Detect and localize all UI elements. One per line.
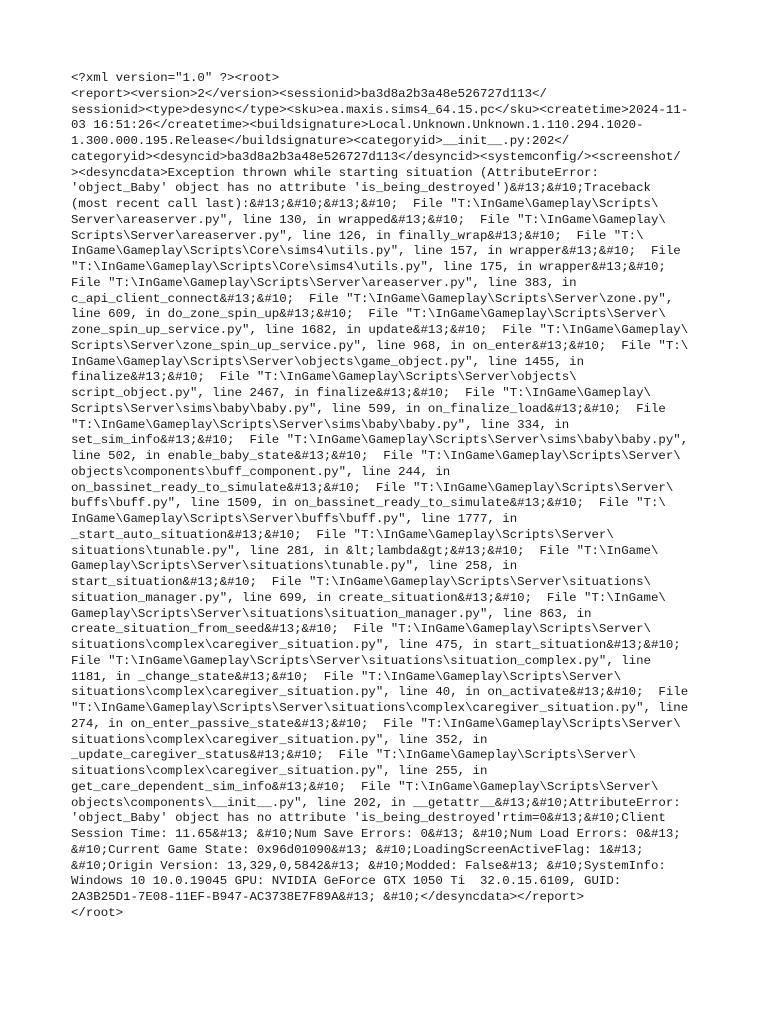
text-line: situations\complex\caregiver_situation.py", line 475, in start_situation&#13;&#10;	[71, 638, 681, 652]
text-line: categoryid><desyncid>ba3d8a2b3a48e526727d113</desyncid><systemconfig/><screenshot/	[71, 149, 681, 164]
text-line: "T:\InGame\Gameplay\Scripts\Core\sims4\utils.py", line 175, in wrapper&#13;&#10;	[71, 260, 666, 274]
text-line: 2A3B25D1-7E08-11EF-B947-AC3738E7F89A&#13; &#10;</desyncdata></report>	[71, 890, 585, 904]
text-line: Gameplay\Scripts\Server\situations\situation_manager.py", line 863, in	[71, 606, 592, 621]
text-line: Server\areaserver.py", line 130, in wrapped&#13;&#10; File "T:\InGame\Gameplay\	[71, 212, 666, 227]
text-line: File "T:\InGame\Gameplay\Scripts\Server\areaserver.py", line 383, in	[71, 275, 577, 290]
text-line: <?xml version="1.0" ?><root>	[71, 71, 280, 85]
text-line: c_api_client_connect&#13;&#10; File "T:\InGame\Gameplay\Scripts\Server\zone.py",	[71, 291, 674, 306]
text-line: </root>	[71, 905, 124, 920]
text-line: InGame\Gameplay\Scripts\Server\objects\game_object.py", line 1455, in	[71, 354, 585, 369]
text-line: <report><version>2</version><sessionid>ba3d8a2b3a48e526727d113</	[71, 86, 547, 101]
xml-report-text	[71, 71, 711, 922]
text-line: ><desyncdata>Exception thrown while starting situation (AttributeError:	[71, 165, 599, 180]
text-line: situations\complex\caregiver_situation.py", line 255, in	[71, 764, 488, 778]
text-line: Session Time: 11.65&#13; &#10;Num Save Errors: 0&#13; &#10;Num Load Errors: 0&#13;	[71, 827, 681, 841]
text-line: finalize&#13;&#10; File "T:\InGame\Gameplay\Scripts\Server\objects\	[71, 370, 577, 385]
text-line: Windows 10 10.0.19045 GPU: NVIDIA GeForce GTX 1050 Ti 32.0.15.6109, GUID:	[71, 874, 622, 889]
text-line: InGame\Gameplay\Scripts\Core\sims4\utils.py", line 157, in wrapper&#13;&#10; File	[71, 244, 681, 259]
text-line: 274, in on_enter_passive_state&#13;&#10; File "T:\InGame\Gameplay\Scripts\Server\	[71, 716, 681, 731]
text-line: (most recent call last):&#13;&#10;&#13;&#10; File "T:\InGame\Gameplay\Scripts\	[71, 197, 659, 211]
text-line: 1181, in _change_state&#13;&#10; File "T:\InGame\Gameplay\Scripts\Server\	[71, 669, 622, 684]
text-line: situations\complex\caregiver_situation.py", line 40, in on_activate&#13;&#10; File	[71, 685, 689, 700]
text-line: buffs\buff.py", line 1509, in on_bassinet_ready_to_simulate&#13;&#10; File "T:\	[71, 496, 666, 511]
text-line: Scripts\Server\zone_spin_up_service.py", line 968, in on_enter&#13;&#10; File "T:\	[71, 338, 689, 353]
text-line: 'object_Baby' object has no attribute 'is_being_destroyed')&#13;&#10;Traceback	[71, 181, 651, 196]
text-line: on_bassinet_ready_to_simulate&#13;&#10; File "T:\InGame\Gameplay\Scripts\Server\	[71, 480, 674, 495]
text-line: 03 16:51:26</createtime><buildsignature>Local.Unknown.Unknown.1.110.294.1020-	[71, 118, 644, 133]
text-line: get_care_dependent_sim_info&#13;&#10; File "T:\InGame\Gameplay\Scripts\Server\	[71, 779, 659, 794]
text-line: situation_manager.py", line 699, in create_situation&#13;&#10; File "T:\InGame\	[71, 590, 666, 605]
text-line: 1.300.000.195.Release</buildsignature><categoryid>__init__.py:202</	[71, 134, 570, 148]
text-line: line 502, in enable_baby_state&#13;&#10; File "T:\InGame\Gameplay\Scripts\Server\	[71, 449, 681, 463]
text-line: _update_caregiver_status&#13;&#10; File "T:\InGame\Gameplay\Scripts\Server\	[71, 748, 637, 763]
text-line: situations\tunable.py", line 281, in &lt;lambda&gt;&#13;&#10; File "T:\InGame\	[71, 543, 659, 558]
text-line: Scripts\Server\sims\baby\baby.py", line 599, in on_finalize_load&#13;&#10; File	[71, 401, 666, 416]
text-line: File "T:\InGame\Gameplay\Scripts\Server\situations\situation_complex.py", line	[71, 653, 651, 668]
text-line: &#10;Current Game State: 0x96d01090&#13; &#10;LoadingScreenActiveFlag: 1&#13;	[71, 842, 644, 857]
text-line: _start_auto_situation&#13;&#10; File "T:\InGame\Gameplay\Scripts\Server\	[71, 527, 614, 542]
text-line: sessionid><type>desync</type><sku>ea.maxis.sims4_64.15.pc</sku><createtime>2024-11-	[71, 102, 689, 117]
text-line: 'object_Baby' object has no attribute 'is_being_destroyed'rtim=0&#13;&#10;Client	[71, 811, 666, 826]
text-line: objects\components\buff_component.py", line 244, in	[71, 464, 451, 479]
text-line: line 609, in do_zone_spin_up&#13;&#10; File "T:\InGame\Gameplay\Scripts\Server\	[71, 307, 666, 322]
text-line: Scripts\Server\areaserver.py", line 126, in finally_wrap&#13;&#10; File "T:\	[71, 228, 644, 243]
text-line: "T:\InGame\Gameplay\Scripts\Server\sims\baby\baby.py", line 334, in	[71, 417, 570, 432]
text-line: set_sim_info&#13;&#10; File "T:\InGame\Gameplay\Scripts\Server\sims\baby\baby.py",	[71, 433, 689, 448]
text-line: objects\components\__init__.py", line 202, in __getattr__&#13;&#10;AttributeError:	[71, 795, 681, 810]
text-line: InGame\Gameplay\Scripts\Server\buffs\buff.py", line 1777, in	[71, 512, 518, 526]
text-line: Gameplay\Scripts\Server\situations\tunable.py", line 258, in	[71, 559, 518, 574]
text-line: "T:\InGame\Gameplay\Scripts\Server\situations\complex\caregiver_situation.py", line	[71, 701, 689, 715]
text-line: script_object.py", line 2467, in finalize&#13;&#10; File "T:\InGame\Gameplay\	[71, 386, 651, 400]
text-line: start_situation&#13;&#10; File "T:\InGame\Gameplay\Scripts\Server\situations\	[71, 575, 651, 589]
text-line: zone_spin_up_service.py", line 1682, in update&#13;&#10; File "T:\InGame\Gameplay\	[71, 323, 689, 337]
text-line: situations\complex\caregiver_situation.py", line 352, in	[71, 732, 488, 747]
text-line: create_situation_from_seed&#13;&#10; File "T:\InGame\Gameplay\Scripts\Server\	[71, 622, 651, 637]
text-line: &#10;Origin Version: 13,329,0,5842&#13; &#10;Modded: False&#13; &#10;SystemInfo:	[71, 858, 666, 873]
